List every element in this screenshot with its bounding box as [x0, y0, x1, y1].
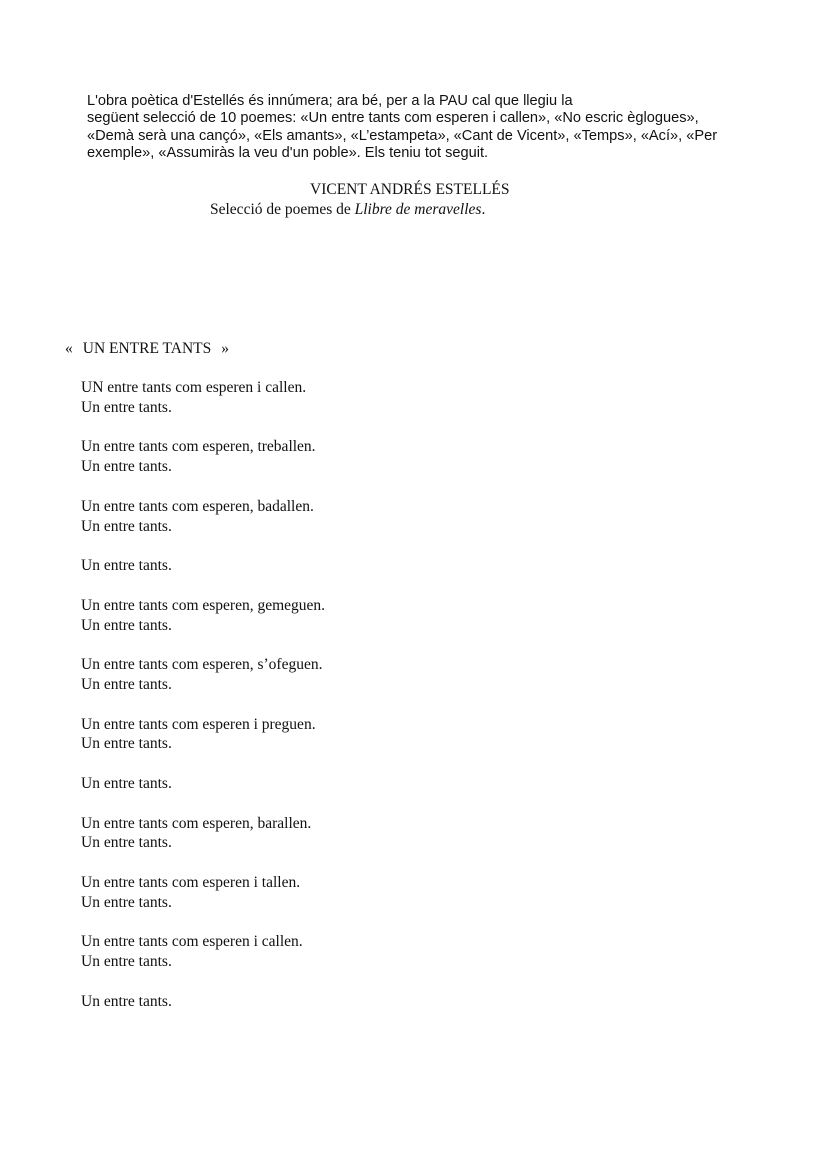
poem-stanza	[81, 774, 325, 794]
poem-stanza	[81, 556, 325, 576]
intro-paragraph	[87, 93, 828, 163]
subtitle-suffix: .	[481, 201, 486, 218]
intro-line: exemple», «Assumiràs la veu d'un poble». Els teniu tot seguit.	[87, 145, 489, 162]
poem-stanza	[81, 814, 325, 854]
open-quote: «	[65, 340, 73, 357]
close-quote: »	[221, 340, 229, 357]
poem-verse: Un entre tants.	[81, 735, 172, 753]
poem-verse: Un entre tants.	[81, 458, 172, 476]
poem-stanza	[81, 715, 325, 755]
poem-verse: Un entre tants.	[81, 398, 172, 416]
poem-stanza	[81, 497, 325, 537]
poem-verse: Un entre tants com esperen, treballen.	[81, 438, 316, 456]
poem-verse: Un entre tants com esperen i tallen.	[81, 873, 301, 891]
poem-verse: UN entre tants com esperen i callen.	[81, 379, 307, 396]
poem-stanza	[81, 596, 325, 636]
intro-line: L'obra poètica d'Estellés és innúmera; ara bé, per a la PAU cal que llegiu la	[87, 93, 573, 109]
poem-verse: Un entre tants com esperen, gemeguen.	[81, 596, 326, 614]
poem-stanza	[81, 873, 325, 913]
poem-verse: Un entre tants.	[81, 557, 172, 575]
poem-stanza	[81, 378, 325, 418]
poem-verse: Un entre tants.	[81, 834, 172, 852]
poem-title-text: UN ENTRE TANTS	[82, 340, 212, 357]
intro-line: següent selecció de 10 poemes: «Un entre tants com esperen i callen», «No escric èglogues»,	[87, 110, 699, 127]
poem-verse: Un entre tants.	[81, 992, 172, 1010]
poem-stanza	[81, 437, 325, 477]
poem-verse: Un entre tants com esperen i callen.	[81, 933, 303, 951]
poem-stanza	[81, 932, 325, 972]
subtitle-prefix: Selecció de poemes de	[210, 201, 355, 218]
poem-verse: Un entre tants com esperen, s’ofeguen.	[81, 656, 323, 674]
poem-verse: Un entre tants com esperen, badallen.	[81, 497, 314, 515]
book-title: Llibre de meravelles	[354, 201, 482, 218]
selection-subtitle	[210, 200, 485, 219]
poem-title	[65, 339, 229, 358]
poem-verse: Un entre tants com esperen i preguen.	[81, 715, 316, 733]
author-name: VICENT ANDRÉS ESTELLÉS	[310, 181, 510, 198]
poem-verse: Un entre tants.	[81, 774, 172, 792]
poem-verse: Un entre tants.	[81, 675, 172, 693]
poem-stanza	[81, 992, 325, 1012]
poem-verse: Un entre tants com esperen, barallen.	[81, 814, 312, 832]
poem-verse: Un entre tants.	[81, 893, 172, 911]
poem-stanza	[81, 655, 325, 695]
intro-line: «Demà serà una cançó», «Els amants», «L’estampeta», «Cant de Vicent», «Temps», «Ací», «Per	[87, 127, 718, 144]
poem-body	[81, 378, 325, 1031]
poem-verse: Un entre tants.	[81, 953, 172, 971]
poem-verse: Un entre tants.	[81, 517, 172, 535]
poem-verse: Un entre tants.	[81, 616, 172, 634]
